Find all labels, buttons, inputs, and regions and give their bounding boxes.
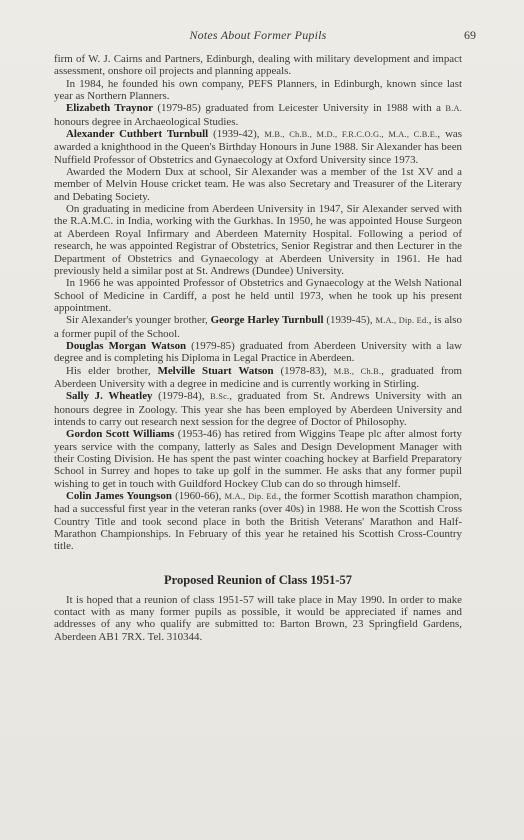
para-williams bbox=[54, 428, 462, 490]
para-traynor bbox=[54, 102, 462, 128]
text-run: (1953-46) has retired from Wiggins Teape plc after almost forty years service with the company, latterly as Sales and Design Development Manager with their Costing Division. He has spent the past winter coaching hockey at Barfield Preparatory School in Surrey and hopes to take up golf in the summer. He asks that any former pupil wishing to get in touch with Guildford Hockey Club can do so through himself. bbox=[54, 428, 463, 490]
text-run: On graduating in medicine from Aberdeen University in 1947, Sir Alexander served with the R.A.M.C. in India, working with the Gurkhas. In 1950, he was appointed House Surgeon at Aberdeen Royal Infirmary and Aberdeen Maternity Hospital. Following a period of research, he was appointed Registrar of Obstetrics, Senior Registrar and then Lecturer in the Department of Obstetrics and Gynaecology at Aberdeen University in 1961. He had previously held a similar post at St. Andrews (Dundee) University. bbox=[54, 203, 462, 277]
text-run: (1979-84), bbox=[152, 390, 211, 403]
para-turnbull bbox=[54, 128, 462, 166]
para-continuation-2 bbox=[54, 78, 462, 103]
running-head: Notes About Former Pupils bbox=[189, 28, 327, 42]
degree-abbreviation: B.Sc. bbox=[210, 392, 230, 402]
person-name: Melville Stuart Watson bbox=[157, 364, 274, 377]
person-name: Sally J. Wheatley bbox=[66, 390, 153, 403]
para-douglas-watson bbox=[54, 340, 462, 365]
text-run: (1979-85) graduated from Aberdeen University with a law degree and is completing his Diploma in Legal Practice in Aberdeen. bbox=[54, 339, 462, 365]
text-run: , was awarded a knighthood in the Queen's Birthday Honours in June 1988. Sir Alexander has been Nuffield Professor of Obstetrics and Gynaecology at Oxford University since 1973. bbox=[54, 128, 463, 166]
text-run: firm of W. J. Cairns and Partners, Edinburgh, dealing with military development and impact assessment, onshore oil projects and planning appeals. bbox=[54, 53, 462, 78]
person-name: George Harley Turnbull bbox=[210, 314, 324, 327]
section-body bbox=[54, 594, 462, 643]
page-header bbox=[54, 28, 476, 48]
person-name: Douglas Morgan Watson bbox=[66, 339, 187, 352]
section-heading: Proposed Reunion of Class 1951-57 bbox=[164, 572, 352, 587]
person-name: Colin James Youngson bbox=[66, 490, 172, 503]
text-run: Sir Alexander's younger brother, bbox=[66, 314, 211, 327]
para-wheatley bbox=[54, 390, 462, 428]
text-run: (1979-85) graduated from Leicester University in 1988 with a bbox=[152, 102, 446, 115]
person-name: Alexander Cuthbert Turnbull bbox=[66, 128, 209, 141]
page-number: 69 bbox=[464, 28, 476, 42]
text-run: Awarded the Modern Dux at school, Sir Alexander was a member of the 1st XV and a member of Melvin House cricket team. He was also Secretary and Treasurer of the Literary and Debating Society. bbox=[54, 166, 462, 203]
person-name: Gordon Scott Williams bbox=[66, 428, 175, 441]
para-turnbull-career bbox=[54, 203, 462, 277]
para-turnbull-dux bbox=[54, 166, 462, 203]
text-run: honours degree in Archaeological Studies. bbox=[54, 115, 239, 128]
para-turnbull-cardiff bbox=[54, 277, 462, 314]
para-continuation bbox=[54, 53, 462, 78]
para-youngson bbox=[54, 490, 462, 553]
degree-abbreviation: B.A. bbox=[445, 104, 462, 114]
para-george-turnbull bbox=[54, 314, 462, 340]
text-run: , is also a former pupil of the School. bbox=[54, 314, 462, 340]
text-run: His elder brother, bbox=[66, 364, 158, 377]
text-run: (1939-42), bbox=[208, 128, 265, 141]
text-run: (1939-45), bbox=[323, 314, 376, 327]
text-run: (1978-83), bbox=[273, 364, 334, 377]
text-run: It is hoped that a reunion of class 1951-57 will take place in May 1990. In order to make contact with as many former pupils as possible, it would be appreciated if names and addresses of any who qualify are submitted to: Barton Brown, 23 Springfield Gardens, Aberdeen AB1 7RX. Tel. 310344. bbox=[54, 593, 462, 643]
degree-abbreviation: M.A., Dip. Ed. bbox=[375, 316, 429, 326]
text-run: (1960-66), bbox=[171, 490, 225, 503]
para-reunion bbox=[54, 594, 462, 643]
degree-abbreviation: M.A., Dip. Ed. bbox=[224, 492, 279, 502]
degree-abbreviation: M.B., Ch.B. bbox=[333, 366, 382, 376]
degree-abbreviation: M.B., Ch.B., M.D., F.R.C.O.G., M.A., C.B.E. bbox=[264, 130, 438, 140]
text-run: , the former Scottish marathon champion, had a successful first year in the veteran ranks (over 40s) in 1988. He won the Scottish Cross Country Title and took second place in both the British Veterans' Marathon and Half-Marathon Championships. In February of this year he retained his Scottish Cross-Country title. bbox=[54, 490, 462, 553]
text-run: In 1984, he founded his own company, PEFS Planners, in Edinburgh, known since last year as Northern Planners. bbox=[54, 77, 462, 103]
text-run: In 1966 he was appointed Professor of Obstetrics and Gynaecology at the Welsh National School of Medicine in Cardiff, a post he held until 1973, when he took up his present appointment. bbox=[54, 277, 462, 314]
text-run: , graduated from St. Andrews University with an honours degree in Zoology. This year she has been employed by Aberdeen University and intends to carry out research next session for the degree of Doctor of Philosophy. bbox=[54, 390, 462, 428]
text-run: , graduated from Aberdeen University with a degree in medicine and is currently working in Stirling. bbox=[54, 364, 462, 390]
person-name: Elizabeth Traynor bbox=[66, 102, 153, 115]
para-melville-watson bbox=[54, 365, 462, 391]
article-body bbox=[54, 53, 462, 553]
